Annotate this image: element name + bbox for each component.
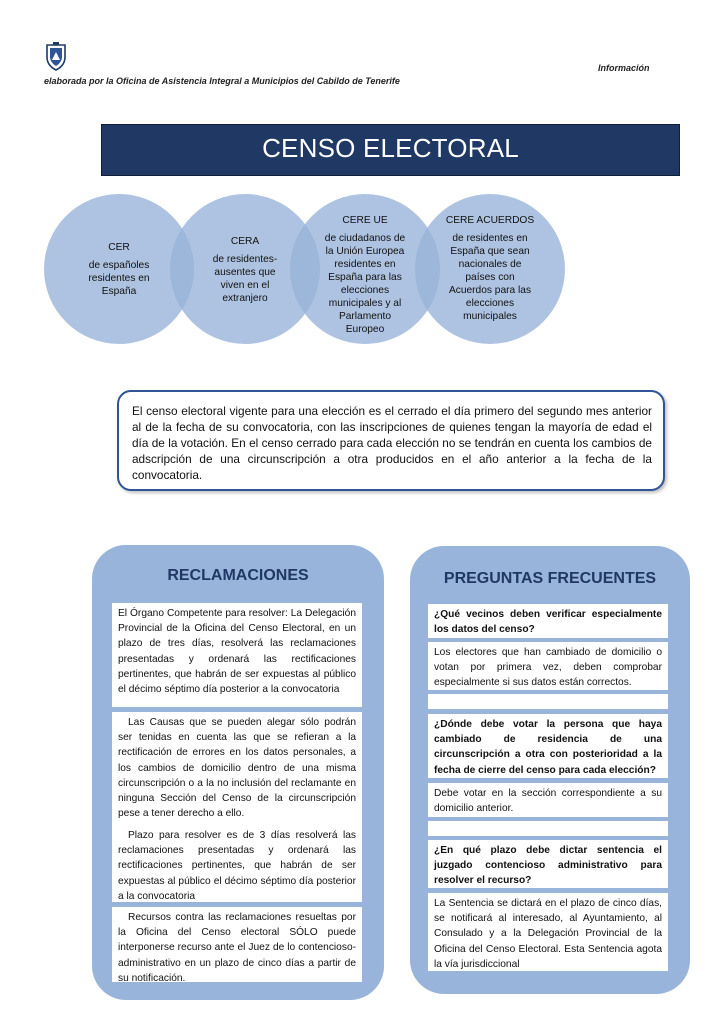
circle-cera-line: extranjero <box>222 293 268 304</box>
circle-cere-acuerdos-line: España que sean <box>450 246 530 257</box>
preguntas-title: PREGUNTAS FRECUENTES <box>443 570 657 587</box>
circle-cer-title: CER <box>108 242 130 253</box>
faq-question: ¿Dónde debe votar la persona que haya cambiado de residencia de una circunscripción a otra con posterioridad a la fecha de cierre del censo para cada elección? <box>428 714 668 778</box>
circle-cere-acuerdos-title: CERE ACUERDOS <box>445 215 535 226</box>
circle-cera-title: CERA <box>230 236 260 247</box>
circle-cera-line: de residentes- <box>212 254 278 265</box>
circle-cere-ue-line: la Unión Europea <box>325 246 405 257</box>
reclamaciones-item: Recursos contra las reclamaciones resueltas por la Oficina del Censo electoral SÓLO puede interponerse recurso ante el Juez de lo contencioso-administrativo en un plazo de cinco días a partir de su notificación. <box>112 907 362 982</box>
cabildo-tenerife-shield-icon <box>44 42 68 72</box>
circle-cere-acuerdos-line: de residentes en <box>452 233 528 244</box>
information-label: Información <box>598 63 650 73</box>
circle-cera-line: ausentes que <box>214 267 276 278</box>
circle-cera-text <box>192 235 298 305</box>
circle-cere-ue-line: Europeo <box>345 324 385 335</box>
circle-cere-acuerdos-line: municipales <box>463 311 517 322</box>
faq-question: ¿En qué plazo debe dictar sentencia el juzgado contencioso administrativo para resolver el recurso? <box>428 840 668 888</box>
page-title: CENSO ELECTORAL <box>262 133 519 163</box>
faq-spacer <box>428 821 668 836</box>
faq-answer: Los electores que han cambiado de domicilio o votan por primera vez, deben comprobar especialmente si sus datos están correctos. <box>428 642 668 690</box>
circle-cer-text <box>66 241 172 298</box>
reclamaciones-item: Plazo para resolver es de 3 días resolverá las reclamaciones presentadas y ordenará las rectificaciones pertinentes, que habrán de ser expuestas al público el décimo séptimo día posterior a la convocatoria <box>112 825 362 902</box>
circle-cera-line: viven en el <box>220 280 270 291</box>
circle-cere-ue-line: España para las <box>328 272 402 283</box>
reclamaciones-item: El Órgano Competente para resolver: La Delegación Provincial de la Oficina del Censo Electoral, en un plazo de tres días, resolverá las reclamaciones presentadas y ordenará las rectificaciones pertinentes, que habrán de ser expuestas al público el décimo séptimo día posterior a la convocatoria <box>112 603 362 707</box>
circle-cere-ue-title: CERE UE <box>342 215 388 226</box>
circle-cere-ue-line: elecciones <box>340 285 390 296</box>
author-line: elaborada por la Oficina de Asistencia Integral a Municipios del Cabildo de Tenerife <box>44 76 400 86</box>
circle-cere-ue-text <box>308 214 422 336</box>
circle-cere-acuerdos-line: nacionales de <box>458 259 522 270</box>
preguntas-panel <box>410 546 690 994</box>
circle-cere-ue-line: Parlamento <box>338 311 392 322</box>
circle-cere-ue-line: de ciudadanos de <box>324 233 406 244</box>
circle-cere-ue-line: residentes en <box>334 259 396 270</box>
circle-cer-line: España <box>101 286 137 297</box>
circle-cere-acuerdos-line: elecciones <box>465 298 515 309</box>
faq-answer: Debe votar en la sección correspondiente a su domicilio anterior. <box>428 783 668 817</box>
reclamaciones-title: RECLAMACIONES <box>167 567 309 584</box>
circle-cer-line: residentes en <box>88 273 150 284</box>
reclamaciones-panel <box>92 545 384 1000</box>
circle-cere-acuerdos-line: Acuerdos para las <box>448 285 532 296</box>
circle-cere-acuerdos-text <box>432 214 548 323</box>
reclamaciones-item: Las Causas que se pueden alegar sólo podrán ser tenidas en cuenta las que se refieran a la rectificación de errores en los datos personales, a los cambios de domicilio dentro de una misma circunscripción o a la no inclusión del reclamante en ninguna Sección del Censo de la circunscripción pese a tener derecho a ello. <box>112 712 362 832</box>
circle-cere-ue-line: municipales y al <box>328 298 402 309</box>
circle-cere-acuerdos-line: países con <box>465 272 515 283</box>
faq-spacer <box>428 694 668 709</box>
intro-text: El censo electoral vigente para una elección es el cerrado el día primero del segundo mes anterior al de la fecha de su convocatoria, con las inscripciones de quienes tengan la mayoría de edad el día de la votación. En el censo cerrado para cada elección no se tendrán en cuenta los cambios de adscripción de una circunscripción a otra producidos en el año anterior a la fecha de la convocatoria. <box>132 404 652 482</box>
faq-question: ¿Qué vecinos deben verificar especialmente los datos del censo? <box>428 604 668 638</box>
circle-cer-line: de españoles <box>88 260 150 271</box>
faq-answer: La Sentencia se dictará en el plazo de cinco días, se notificará al interesado, al Ayuntamiento, al Consulado y a la Delegación Provincial de la Oficina del Censo Electoral. Esta Sentencia agota la vía jurisdiccional <box>428 893 668 971</box>
title-banner <box>101 124 680 176</box>
intro-box <box>117 390 665 491</box>
